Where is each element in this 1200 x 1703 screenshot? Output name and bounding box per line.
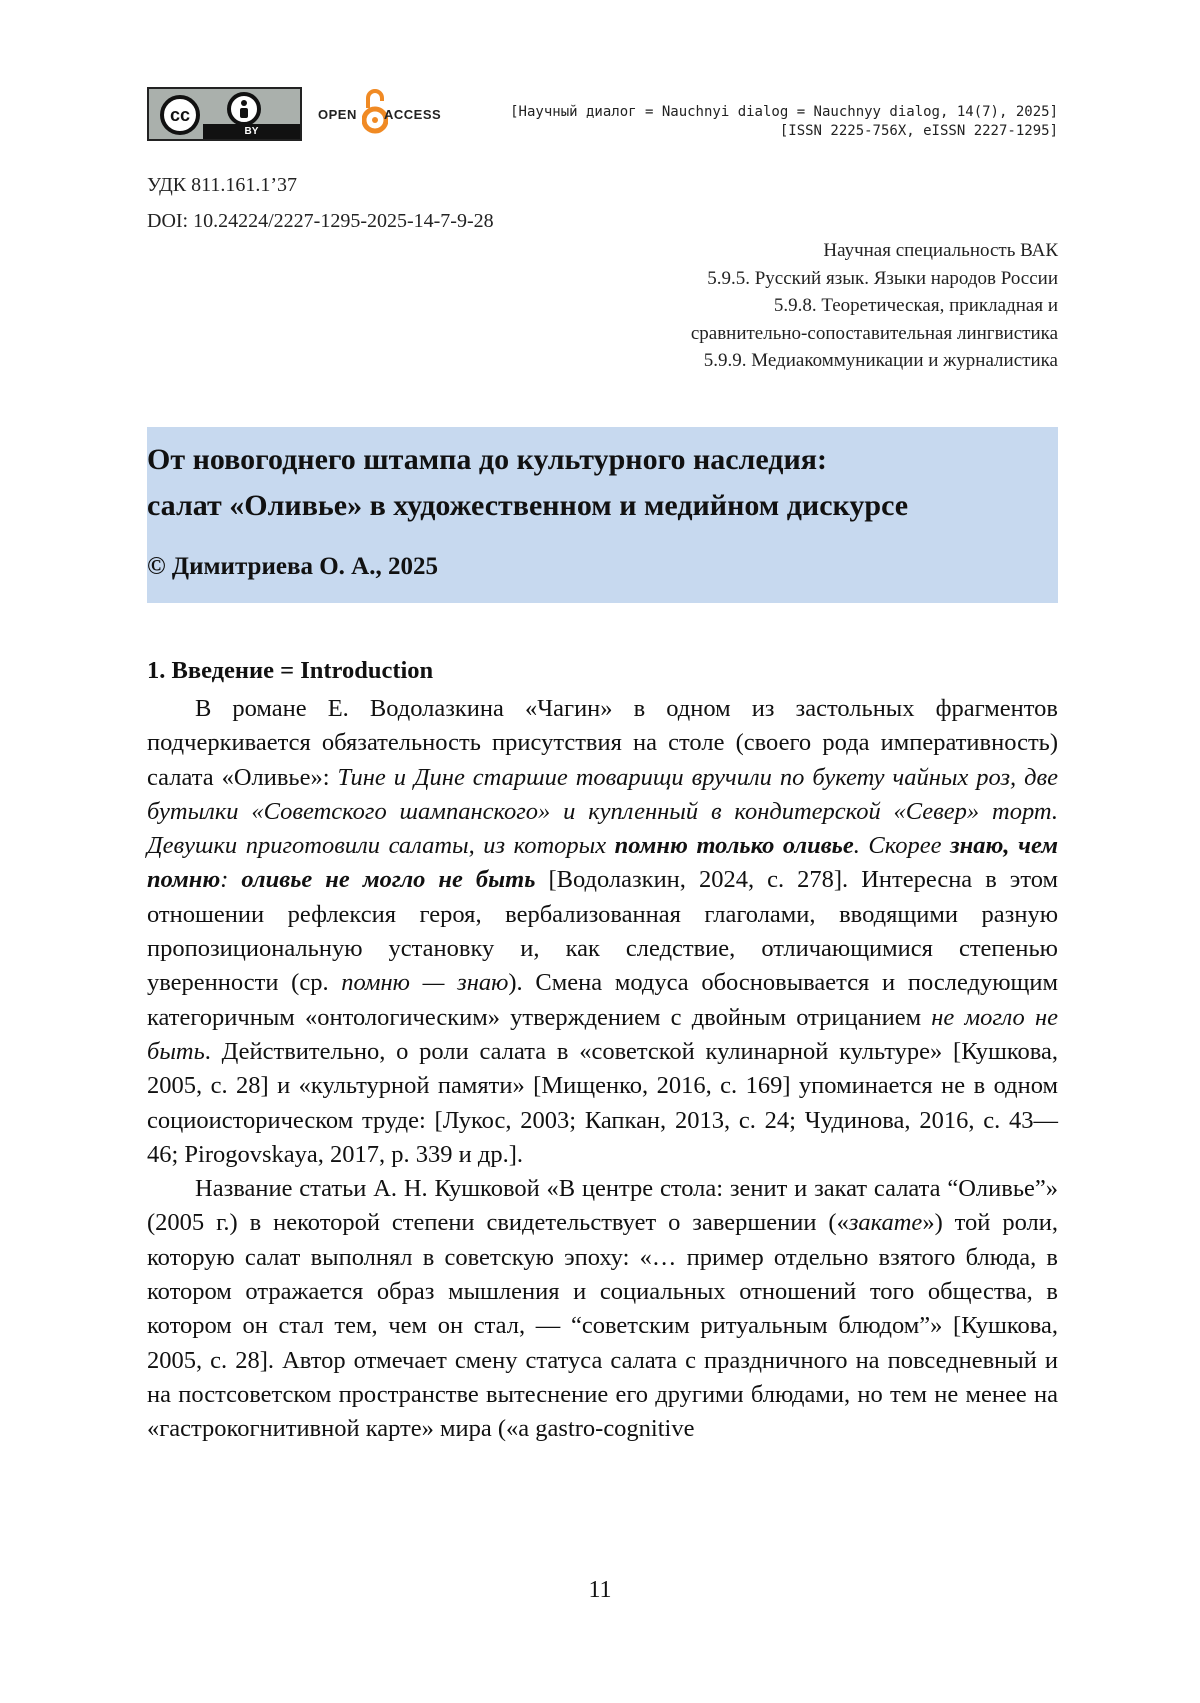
vak-line: 5.9.5. Русский язык. Языки народов России bbox=[707, 267, 1058, 289]
by-label: BY bbox=[244, 126, 259, 137]
vak-line: 5.9.9. Медиакоммуникации и журналистика bbox=[703, 350, 1058, 371]
attribution-person-icon bbox=[227, 92, 261, 126]
vak-line: сравнительно-сопоставительная лингвистика bbox=[690, 322, 1058, 344]
section-heading: 1. Введение = Introduction bbox=[147, 657, 434, 684]
article-author: © Димитриева О. А., 2025 bbox=[147, 553, 438, 580]
article-title-line-1: От новогоднего штампа до культурного наследия: bbox=[147, 443, 827, 476]
cc-by-license-badge bbox=[147, 87, 302, 141]
vak-specialties bbox=[691, 237, 1058, 375]
paragraph: В романе Е. Водолазкина «Чагин» в одном из застольных фрагментов подчеркивается обязательность присутствия на столе (своего рода императивность) салата «Оливье»: Тине и Дине старшие товарищи вручили по букету чайных роз, две бутылки «Советского шампанского» и купленный в кондитерской «Север» торт. Девушки приготовили салаты, из которых помню только оливье. Скорее знаю, чем помню: оливье не могло не быть [Водолазкин, 2024, с. 278]. Интересна в этом отношении рефлексия героя, вербализованная глаголами, вводящими разную пропозициональную установку и, как следствие, отличающимися степенью уверенности (ср. помню — знаю). Смена модуса обосновывается и последующим категоричным «онтологическим» утверждением с двойным отрицанием не могло не быть. Действительно, о роли салата в «советской кулинарной культуре» [Кушкова, 2005, с. 28] и «культурной памяти» [Мищенко, 2016, с. 169] упоминается не в одном социоисторическом труде: [Лукос, 2003; Капкан, 2013, с. 24; Чудинова, 2016, с. 43—46; Pirogovskaya, 2017, p. 339 и др.]. bbox=[147, 695, 1059, 1168]
creative-commons-icon: cc bbox=[160, 95, 200, 135]
paragraph: Название статьи А. Н. Кушковой «В центре стола: зенит и закат салата “Оливье”» (2005 г.) в некоторой степени свидетельствует о завершении («закате») той роли, которую салат выполнял в советскую эпоху: «… пример отдельно взятого блюда, в котором отражается образ мышления и социальных отношений того общества, в котором он стал тем, чем он стал, — “советским ритуальным блюдом”» [Кушкова, 2005, с. 28]. Автор отмечает смену статуса салата с праздничного на повседневный и на постсоветском пространстве вытеснение его другими блюдами, но тем не менее на «гастрокогнитивной карте» мира («a gastro-cognitive bbox=[147, 1175, 1058, 1443]
journal-reference bbox=[510, 103, 1058, 141]
journal-citation: [Научный диалог = Nauchnyi dialog = Nauchnyy dialog, 14(7), 2025] bbox=[510, 104, 1058, 120]
article-title-line-2: салат «Оливье» в художественном и медийном дискурсе bbox=[147, 489, 909, 522]
doi: DOI: 10.24224/2227-1295-2025-14-7-9-28 bbox=[147, 210, 494, 232]
open-access-access-label: ACCESS bbox=[384, 107, 442, 122]
article-body bbox=[147, 692, 1058, 1447]
journal-issn: [ISSN 2225-756X, eISSN 2227-1295] bbox=[779, 123, 1058, 139]
open-access-open-label: OPEN bbox=[318, 107, 357, 122]
page-number: 11 bbox=[588, 1577, 612, 1603]
vak-heading: Научная специальность ВАК bbox=[823, 240, 1058, 261]
udk-code: УДК 811.161.1’37 bbox=[147, 174, 298, 196]
vak-line: 5.9.8. Теоретическая, прикладная и bbox=[773, 295, 1058, 316]
article-title bbox=[147, 437, 908, 529]
title-block bbox=[147, 427, 1058, 603]
open-access-logo bbox=[318, 86, 468, 140]
